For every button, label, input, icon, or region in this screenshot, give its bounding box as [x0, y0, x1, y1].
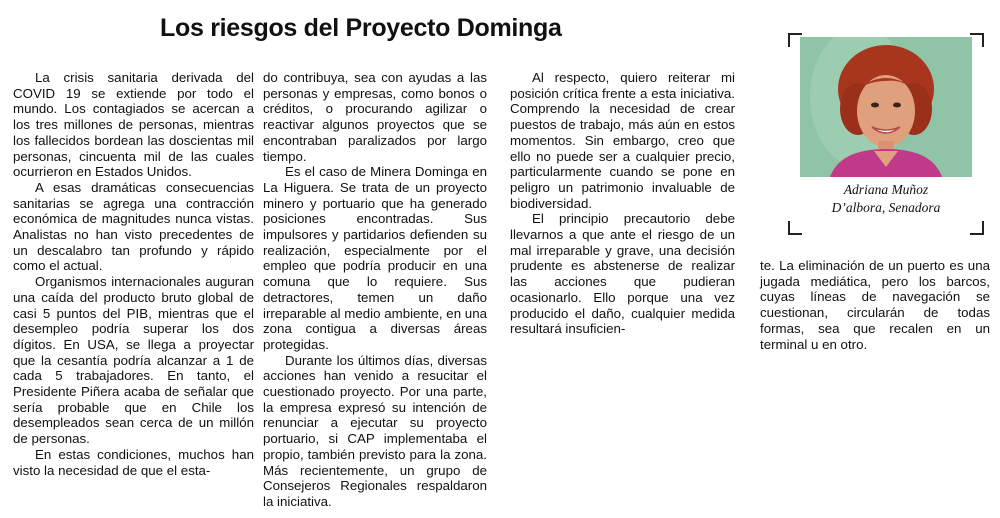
article-column-2 — [263, 70, 487, 510]
author-portrait — [800, 37, 972, 177]
author-box — [788, 33, 984, 235]
paragraph: do contribuya, sea con ayudas a las personas y empresas, como bonos o créditos, o procurando agilizar o reactivar algunos proyectos que se encontraban paralizados por largo tiempo. — [263, 70, 487, 164]
paragraph: A esas dramáticas consecuencias sanitarias se agrega una contracción económica de magnitudes nunca vistas. Analistas no han visto precedentes de un descalabro tan profundo y rápido como el actual. — [13, 179, 254, 274]
frame-corner — [970, 221, 984, 235]
author-caption — [794, 181, 978, 217]
paragraph: te. La eliminación de un puerto es una jugada mediática, pero los barcos, cuyas líneas de navegación se cuestionan, circularán de todas formas, sea que recalen en un terminal u en otro. — [760, 258, 990, 352]
paragraph: En estas condiciones, muchos han visto la necesidad de que el esta- — [13, 446, 254, 478]
headline: Los riesgos del Proyecto Dominga — [160, 14, 562, 42]
article-column-4 — [760, 258, 990, 352]
paragraph: El principio precautorio debe llevarnos a que ante el riesgo de un mal irreparable y grave, una decisión prudente es abstenerse de realizar las acciones que pudieran ocasionarlo. Ello porque una vez producido el daño, cualquier medida resultará insuficien- — [510, 211, 735, 337]
portrait-photo-icon — [800, 37, 972, 177]
article-column-1 — [13, 70, 254, 478]
paragraph: Durante los últimos días, diversas acciones han venido a resucitar el cuestionado proyecto. Por una parte, la empresa expresó su intención de renunciar a ejecutar su proyecto portuario, si CAP implementaba el propio, también previsto para la zona. Más recientemente, un grupo de Consejeros Regionales respaldaron la iniciativa. — [263, 352, 487, 509]
author-title: D’albora, Senadora — [831, 200, 941, 215]
frame-corner — [970, 33, 984, 47]
article-column-3 — [510, 70, 735, 337]
author-name: Adriana Muñoz — [843, 182, 929, 197]
frame-corner — [788, 221, 802, 235]
paragraph: La crisis sanitaria derivada del COVID 19 se extiende por todo el mundo. Los contagiados se acercan a los tres millones de personas, mientras los fallecidos bordean las doscientas mil personas, cincuenta mil de las cuales ocurrieron en Estados Unidos. — [13, 70, 254, 180]
paragraph: Al respecto, quiero reiterar mi posición crítica frente a esta iniciativa. Comprendo la necesidad de crear puestos de trabajo, más aún en estos momentos. Sin embargo, creo que ello no puede ser a cualquier precio, particularmente cuando se pone en peligro un patrimonio invaluable de biodiversidad. — [510, 70, 735, 211]
paragraph: Organismos internacionales auguran una caída del producto bruto global de casi 5 puntos del PIB, mientras que el desempleo podría superar los dos dígitos. En USA, se llega a proyectar que la cesantía podría alcanzar a 1 de cada 5 trabajadores. En tanto, el Presidente Piñera acaba de señalar que sería probable que en Chile los desempleados sean cerca de un millón de personas. — [13, 274, 254, 447]
paragraph: Es el caso de Minera Dominga en La Higuera. Se trata de un proyecto minero y portuario que ha generado posiciones encontradas. Sus impulsores y partidarios defienden su realización, especialmente por el empleo que podría producir en una comuna que lo requiere. Sus detractores, temen un daño irreparable al medio ambiente, en una zona contigua a diversas áreas protegidas. — [263, 164, 487, 352]
